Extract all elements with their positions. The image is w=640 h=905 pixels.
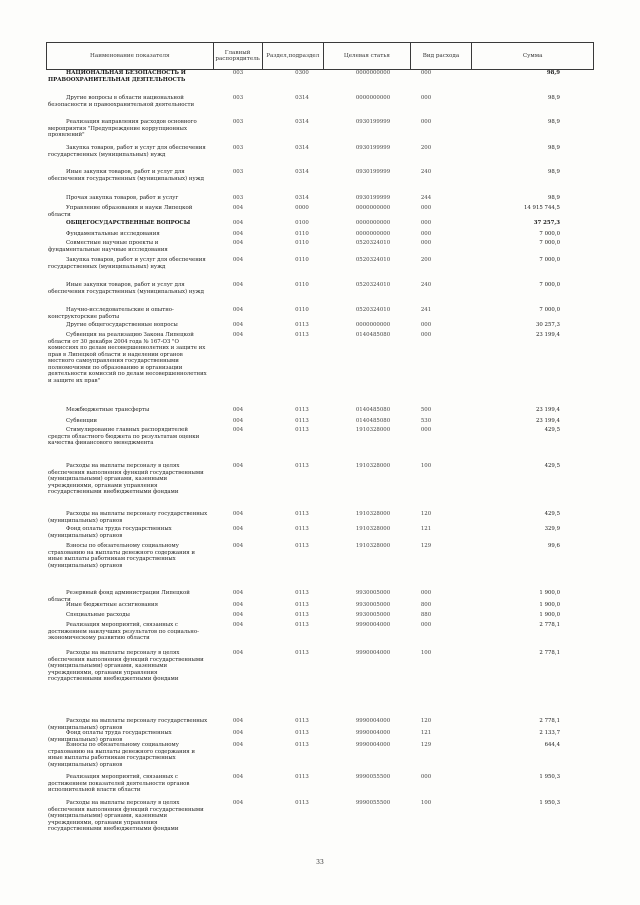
row-name: Совместные научные проекты и фундаментальные научные исследования (48, 240, 168, 253)
row-target-code: 0000000000 (355, 70, 391, 76)
row-manager-code: 004 (232, 463, 244, 469)
row-type-code: 500 (420, 407, 432, 413)
row-manager-code: 004 (232, 220, 244, 226)
row-name: Прочая закупка товаров, работ и услуг (66, 195, 179, 201)
row-manager-code: 004 (232, 650, 244, 656)
row-target-code: 0520324010 (355, 282, 391, 288)
row-manager-code: 004 (232, 730, 244, 736)
row-manager-code: 004 (232, 205, 244, 211)
row-name: Закупка товаров, работ и услуг для обеспечения государственных (муниципальных) нужд (48, 145, 206, 158)
row-manager-code: 004 (232, 718, 244, 724)
row-sum: 37 257,3 (533, 220, 560, 226)
header-target: Целевая статья (324, 43, 411, 69)
row-target-code: 9990004000 (355, 742, 391, 748)
row-manager-code: 004 (232, 418, 244, 424)
row-name: Реализация направления расходов основного мероприятия "Предупреждение коррупционных проявлений" (48, 119, 197, 138)
row-manager-code: 004 (232, 800, 244, 806)
row-manager-code: 004 (232, 511, 244, 517)
row-manager-code: 003 (232, 145, 244, 151)
row-type-code: 880 (420, 612, 432, 618)
row-manager-code: 004 (232, 257, 244, 263)
row-section-code: 0113 (295, 511, 309, 517)
row-name: Расходы на выплаты персоналу государственных (муниципальных) органов (48, 718, 208, 731)
row-name: Расходы на выплаты персоналу в целях обеспечения выполнения функций государственными (муниципальными) органами, казенными учреждениями, органами управления государственными внебюджетными фондами (48, 800, 204, 832)
row-target-code: 0520324010 (355, 240, 391, 246)
row-type-code: 000 (420, 220, 432, 226)
row-sum: 99,6 (547, 543, 560, 549)
row-name: Управление образования и науки Липецкой области (48, 205, 193, 218)
row-manager-code: 004 (232, 231, 244, 237)
row-section-code: 0113 (295, 650, 309, 656)
row-name: Закупка товаров, работ и услуг для обеспечения государственных (муниципальных) нужд (48, 257, 206, 270)
row-section-code: 0113 (295, 427, 309, 433)
row-manager-code: 004 (232, 774, 244, 780)
row-section-code: 0113 (295, 332, 309, 338)
row-target-code: 0930199999 (355, 169, 391, 175)
row-type-code: 000 (420, 332, 432, 338)
row-manager-code: 004 (232, 622, 244, 628)
row-name: Иные закупки товаров, работ и услуг для обеспечения государственных (муниципальных) нужд (48, 169, 204, 182)
row-target-code: 9990055500 (355, 800, 391, 806)
row-sum: 14 915 744,5 (523, 205, 560, 211)
row-target-code: 0930199999 (355, 119, 391, 125)
row-manager-code: 004 (232, 282, 244, 288)
row-sum: 429,5 (544, 511, 560, 517)
row-section-code: 0113 (295, 602, 309, 608)
row-manager-code: 004 (232, 332, 244, 338)
row-name: Межбюджетные трансферты (66, 407, 150, 413)
row-target-code: 9990055500 (355, 774, 391, 780)
row-type-code: 000 (420, 427, 432, 433)
row-type-code: 000 (420, 95, 432, 101)
row-manager-code: 004 (232, 240, 244, 246)
row-type-code: 100 (420, 800, 432, 806)
row-sum: 1 900,0 (539, 612, 560, 618)
row-name: Иные закупки товаров, работ и услуг для обеспечения государственных (муниципальных) нужд (48, 282, 204, 295)
row-name: ОБЩЕГОСУДАРСТВЕННЫЕ ВОПРОСЫ (66, 220, 191, 226)
row-sum: 98,9 (547, 145, 560, 151)
row-manager-code: 004 (232, 427, 244, 433)
row-name: Взносы по обязательному социальному страхованию на выплаты денежного содержания и иные выплаты работникам государственных (муниципальных) органов (48, 543, 196, 569)
row-name: Фонд оплаты труда государственных (муниципальных) органов (48, 526, 172, 539)
row-manager-code: 004 (232, 602, 244, 608)
row-name: НАЦИОНАЛЬНАЯ БЕЗОПАСНОСТЬ И ПРАВООХРАНИТЕЛЬНАЯ ДЕЯТЕЛЬНОСТЬ (48, 70, 186, 83)
row-sum: 644,4 (544, 742, 560, 748)
row-sum: 7 000,0 (539, 240, 560, 246)
page-number: 33 (316, 859, 324, 866)
row-sum: 23 199,4 (535, 332, 560, 338)
row-type-code: 000 (420, 590, 432, 596)
row-type-code: 100 (420, 463, 432, 469)
header-name: Наименование показателя (47, 43, 214, 69)
row-section-code: 0113 (295, 622, 309, 628)
row-manager-code: 004 (232, 612, 244, 618)
row-name: Реализация мероприятий, связанных с достижением показателей деятельности органов исполнительной власти области (48, 774, 190, 793)
row-target-code: 1910328000 (355, 427, 391, 433)
row-name: Расходы на выплаты персоналу в целях обеспечения выполнения функций государственными (муниципальными) органами, казенными учреждениями, органами управления государственными внебюджетными фондами (48, 650, 204, 682)
row-name: Расходы на выплаты персоналу в целях обеспечения выполнения функций государственными (муниципальными) органами, казенными учреждениями, органами управления государственными внебюджетными фондами (48, 463, 204, 495)
row-section-code: 0113 (295, 742, 309, 748)
row-name: Субвенции (66, 418, 98, 424)
row-type-code: 241 (420, 307, 432, 313)
header-type: Вид расхода (411, 43, 472, 69)
row-target-code: 9990004000 (355, 622, 391, 628)
row-manager-code: 004 (232, 742, 244, 748)
row-target-code: 0520324010 (355, 307, 391, 313)
row-section-code: 0113 (295, 526, 309, 532)
row-section-code: 0113 (295, 407, 309, 413)
row-sum: 7 000,0 (539, 282, 560, 288)
row-section-code: 0113 (295, 463, 309, 469)
row-section-code: 0100 (295, 220, 309, 226)
row-section-code: 0314 (295, 195, 309, 201)
row-target-code: 0140485080 (355, 418, 391, 424)
row-sum: 2 778,1 (539, 718, 560, 724)
row-type-code: 000 (420, 70, 432, 76)
row-target-code: 0000000000 (355, 205, 391, 211)
row-manager-code: 003 (232, 95, 244, 101)
row-name: Научно-исследовательские и опытно-конструкторские работы (48, 307, 174, 320)
row-section-code: 0314 (295, 169, 309, 175)
row-target-code: 0000000000 (355, 231, 391, 237)
row-sum: 429,5 (544, 427, 560, 433)
row-target-code: 0000000000 (355, 220, 391, 226)
row-manager-code: 004 (232, 526, 244, 532)
row-manager-code: 003 (232, 70, 244, 76)
row-sum: 98,9 (547, 195, 560, 201)
row-sum: 2 133,7 (539, 730, 560, 736)
row-section-code: 0314 (295, 145, 309, 151)
row-type-code: 000 (420, 240, 432, 246)
header-manager: Главный распорядитель (214, 43, 263, 69)
row-name: Резервный фонд администрации Липецкой области (48, 590, 190, 603)
row-target-code: 0000000000 (355, 322, 391, 328)
row-type-code: 120 (420, 511, 432, 517)
row-target-code: 9990004000 (355, 718, 391, 724)
row-section-code: 0113 (295, 543, 309, 549)
row-target-code: 0520324010 (355, 257, 391, 263)
row-name: Стимулирование главных распорядителей средств областного бюджета по результатам оценки качества финансового менеджмента (48, 427, 200, 446)
row-section-code: 0113 (295, 590, 309, 596)
row-name: Другие общегосударственные вопросы (66, 322, 178, 328)
row-name: Реализация мероприятий, связанных с достижением наилучших результатов по социально-экономическому развитию области (48, 622, 199, 641)
row-section-code: 0000 (295, 205, 309, 211)
row-sum: 23 199,4 (535, 407, 560, 413)
row-name: Фонд оплаты труда государственных (муниципальных) органов (48, 730, 172, 743)
row-type-code: 100 (420, 650, 432, 656)
row-sum: 7 000,0 (539, 257, 560, 263)
row-target-code: 1910328000 (355, 543, 391, 549)
row-name: Другие вопросы в области национальной безопасности и правоохранительной деятельности (48, 95, 195, 108)
row-type-code: 000 (420, 205, 432, 211)
table-header (46, 42, 594, 70)
row-manager-code: 004 (232, 322, 244, 328)
row-sum: 7 000,0 (539, 231, 560, 237)
row-section-code: 0110 (295, 282, 309, 288)
row-sum: 7 000,0 (539, 307, 560, 313)
row-name: Взносы по обязательному социальному страхованию на выплаты денежного содержания и иные выплаты работникам государственных (муниципальных) органов (48, 742, 196, 768)
row-sum: 329,9 (544, 526, 560, 532)
row-sum: 30 257,3 (535, 322, 560, 328)
row-target-code: 1910328000 (355, 511, 391, 517)
row-type-code: 200 (420, 145, 432, 151)
row-name: Иные бюджетные ассигнования (66, 602, 159, 608)
row-manager-code: 004 (232, 543, 244, 549)
row-type-code: 240 (420, 169, 432, 175)
row-type-code: 000 (420, 231, 432, 237)
row-section-code: 0110 (295, 240, 309, 246)
row-manager-code: 004 (232, 307, 244, 313)
row-section-code: 0113 (295, 730, 309, 736)
row-type-code: 800 (420, 602, 432, 608)
row-type-code: 000 (420, 322, 432, 328)
row-sum: 98,9 (547, 95, 560, 101)
row-target-code: 0140485080 (355, 407, 391, 413)
row-type-code: 000 (420, 774, 432, 780)
row-sum: 23 199,4 (535, 418, 560, 424)
row-target-code: 0930199999 (355, 145, 391, 151)
row-type-code: 121 (420, 730, 432, 736)
row-type-code: 000 (420, 119, 432, 125)
header-section: Раздел,подраздел (263, 43, 324, 69)
header-sum: Сумма (522, 52, 543, 59)
row-sum: 1 950,3 (539, 800, 560, 806)
row-target-code: 9930005000 (355, 602, 391, 608)
row-target-code: 1910328000 (355, 463, 391, 469)
row-target-code: 9930005000 (355, 590, 391, 596)
row-type-code: 129 (420, 742, 432, 748)
row-section-code: 0300 (295, 70, 309, 76)
row-manager-code: 003 (232, 169, 244, 175)
row-section-code: 0113 (295, 418, 309, 424)
row-sum: 2 778,1 (539, 622, 560, 628)
row-sum: 429,5 (544, 463, 560, 469)
row-sum: 2 778,1 (539, 650, 560, 656)
row-manager-code: 003 (232, 195, 244, 201)
row-sum: 98,9 (546, 70, 560, 76)
row-sum: 98,9 (547, 169, 560, 175)
row-section-code: 0113 (295, 800, 309, 806)
row-section-code: 0314 (295, 119, 309, 125)
row-section-code: 0110 (295, 231, 309, 237)
row-target-code: 0000000000 (355, 95, 391, 101)
row-section-code: 0110 (295, 257, 309, 263)
row-name: Фундаментальные исследования (66, 231, 160, 237)
row-sum: 1 900,0 (539, 602, 560, 608)
row-section-code: 0110 (295, 307, 309, 313)
row-name: Расходы на выплаты персоналу государственных (муниципальных) органов (48, 511, 208, 524)
row-name: Субвенция на реализацию Закона Липецкой области от 30 декабря 2004 года № 167-ОЗ "О комиссиях по делам несовершеннолетних и защите их прав в Липецкой области и наделении органов местного самоуправления государственными полномочиями по образованию и организации деятельности комиссий по делам несовершеннолетних и защите их прав" (48, 332, 207, 384)
row-section-code: 0113 (295, 718, 309, 724)
row-section-code: 0113 (295, 322, 309, 328)
row-sum: 98,9 (547, 119, 560, 125)
row-sum: 1 900,0 (539, 590, 560, 596)
row-name: Специальные расходы (66, 612, 130, 618)
row-type-code: 120 (420, 718, 432, 724)
row-target-code: 0930199999 (355, 195, 391, 201)
row-target-code: 9990004000 (355, 730, 391, 736)
row-target-code: 1910328000 (355, 526, 391, 532)
row-type-code: 530 (420, 418, 432, 424)
row-target-code: 0140485080 (355, 332, 391, 338)
row-type-code: 000 (420, 622, 432, 628)
row-section-code: 0113 (295, 612, 309, 618)
row-type-code: 129 (420, 543, 432, 549)
row-sum: 1 950,3 (539, 774, 560, 780)
row-type-code: 121 (420, 526, 432, 532)
row-type-code: 244 (420, 195, 432, 201)
row-manager-code: 003 (232, 119, 244, 125)
row-section-code: 0314 (295, 95, 309, 101)
row-type-code: 240 (420, 282, 432, 288)
row-manager-code: 004 (232, 590, 244, 596)
row-type-code: 200 (420, 257, 432, 263)
row-section-code: 0113 (295, 774, 309, 780)
row-manager-code: 004 (232, 407, 244, 413)
row-target-code: 9990004000 (355, 650, 391, 656)
row-target-code: 9930005000 (355, 612, 391, 618)
